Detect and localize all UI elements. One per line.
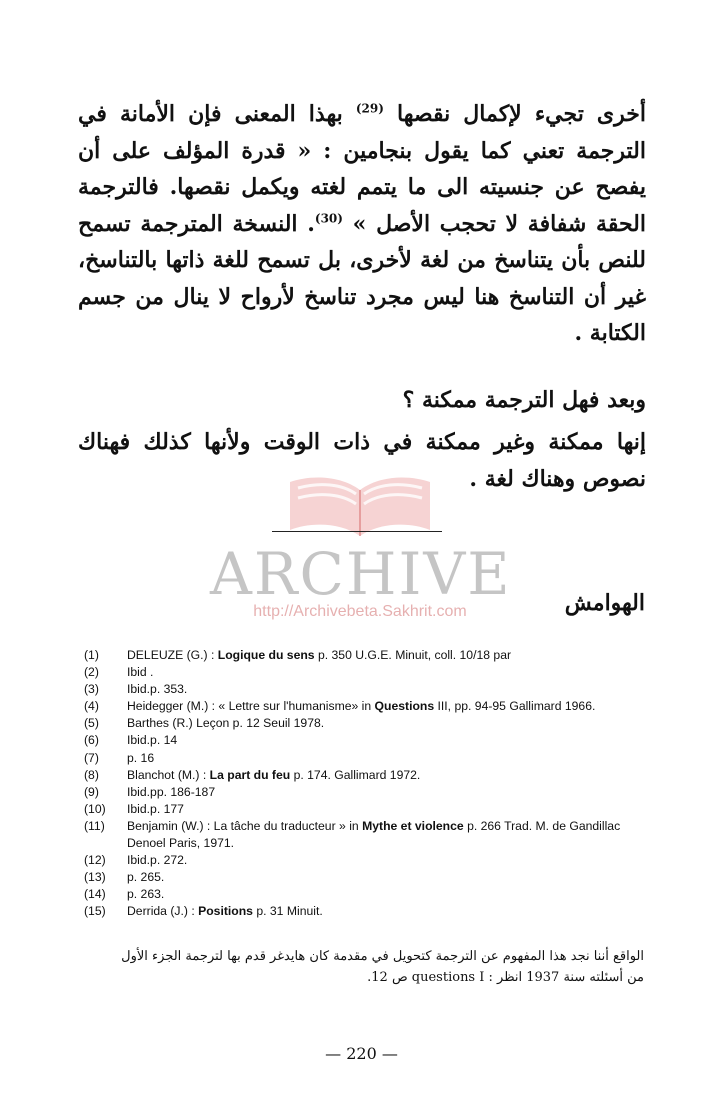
footnote-item xyxy=(84,818,644,852)
footnote-number: (4) xyxy=(84,699,99,714)
footnote-title: Mythe et violence xyxy=(362,818,464,833)
footnote-text-plain: Ibid . xyxy=(127,665,154,680)
footnote-number: (6) xyxy=(84,733,99,748)
footnote-number: (12) xyxy=(84,853,106,868)
answer-paragraph: إنها ممكنة وغير ممكنة في ذات الوقت ولأنها كذلك فهناك نصوص وهناك لغة . xyxy=(78,429,646,492)
paragraph-text-c: . النسخة المترجمة تسمح للنص بأن يتناسخ من لغة لأخرى، بل تسمح للغة ذاتها بالتناسخ، غير أن التناسخ هنا ليس مجرد تناسخ لأرواح لا ينال من جسم الكتابة . xyxy=(78,210,646,346)
footnote-item xyxy=(84,647,644,664)
footnote-number: (14) xyxy=(84,887,106,902)
footnote-title: La part du feu xyxy=(209,767,291,782)
footnote-text xyxy=(127,886,644,903)
footnote-text xyxy=(127,903,644,920)
footnote-number: (9) xyxy=(84,784,99,799)
footnote-item xyxy=(84,886,644,903)
footnote-text xyxy=(127,715,644,732)
footnote-text xyxy=(127,732,644,749)
footnote-item xyxy=(84,903,644,920)
footnotes-list xyxy=(84,647,644,921)
footnote-number: (15) xyxy=(84,904,106,919)
footnote-text-plain: Barthes (R.) Leçon p. 12 Seuil 1978. xyxy=(127,716,325,731)
footnote-number: (8) xyxy=(84,767,99,782)
footnote-text-plain: Ibid.pp. 186-187 xyxy=(127,784,216,799)
footnote-number: (11) xyxy=(84,818,105,833)
footnote-text xyxy=(127,818,644,852)
footnote-number: (2) xyxy=(84,665,99,680)
footnote-item xyxy=(84,732,644,749)
footnote-item xyxy=(84,869,644,886)
question-line: وبعد فهل الترجمة ممكنة ؟ xyxy=(402,386,646,413)
page-number: — 220 — xyxy=(325,1044,398,1063)
footnote-number: (1) xyxy=(84,648,99,662)
paragraph-translation-fidelity xyxy=(78,96,646,352)
arabic-footnote-line-1: الواقع أننا نجد هذا المفهوم عن الترجمة كتحويل في مقدمة كان هايدغر قدم بها لترجمة الجزء الأول xyxy=(121,949,644,964)
footnote-number: (10) xyxy=(84,801,106,816)
footnotes-heading: الهوامش xyxy=(564,590,645,616)
arabic-footnote-line-2: من أسئلته سنة 1937 انظر : questions I ص 12. xyxy=(367,970,644,985)
footnote-text-plain: Ibid.p. 177 xyxy=(127,801,184,816)
footnote-title: Positions xyxy=(198,904,253,919)
footnote-item xyxy=(84,801,644,818)
arabic-footnote xyxy=(84,946,644,988)
footnote-separator xyxy=(272,531,442,532)
footnote-item xyxy=(84,715,644,732)
footnote-ref-30: (30) xyxy=(314,211,343,226)
footnote-text xyxy=(127,784,644,801)
watermark-title: ARCHIVE xyxy=(210,540,512,608)
footnote-text xyxy=(127,698,644,715)
footnote-text-plain: Heidegger (M.) : « Lettre sur l'humanisme» in xyxy=(127,699,375,714)
footnote-text xyxy=(127,869,644,886)
footnote-text-rest: p. 31 Minuit. xyxy=(252,904,323,919)
footnote-number: (7) xyxy=(84,750,99,765)
paragraph-text-a: أخرى تجيء لإكمال نقصها xyxy=(397,101,646,127)
footnote-title: Logique du sens xyxy=(217,648,315,662)
footnote-text-plain: Ibid.p. 14 xyxy=(127,733,178,748)
footnote-text-rest: III, pp. 94-95 Gallimard 1966. xyxy=(434,699,596,714)
footnote-item xyxy=(84,664,644,681)
footnote-text xyxy=(127,647,644,664)
footnote-text-plain: p. 16 xyxy=(127,750,155,765)
footnote-item xyxy=(84,681,644,698)
footnote-item xyxy=(84,852,644,869)
footnote-item xyxy=(84,784,644,801)
footnote-text-plain: DELEUZE (G.) : xyxy=(127,648,218,662)
footnote-text xyxy=(127,852,644,869)
footnote-text-rest: p. 174. Gallimard 1972. xyxy=(290,767,421,782)
footnote-text xyxy=(127,664,644,681)
footnote-number: (3) xyxy=(84,682,99,697)
footnote-text xyxy=(127,801,644,818)
footnote-text-plain: Ibid.p. 272. xyxy=(127,853,188,868)
footnote-text xyxy=(127,750,644,767)
footnote-text-rest: p. 350 U.G.E. Minuit, coll. 10/18 par xyxy=(314,648,512,662)
footnote-ref-29: (29) xyxy=(355,101,384,116)
footnote-number: (13) xyxy=(84,870,106,885)
footnote-text-plain: Derrida (J.) : xyxy=(127,904,199,919)
footnote-text-plain: p. 263. xyxy=(127,887,165,902)
footnote-text xyxy=(127,681,644,698)
footnote-text-plain: Ibid.p. 353. xyxy=(127,682,188,697)
footnote-item xyxy=(84,767,644,784)
footnote-text xyxy=(127,767,644,784)
watermark-url: http://Archivebeta.Sakhrit.com xyxy=(253,603,467,620)
footnote-title: Questions xyxy=(374,699,435,714)
footnote-number: (5) xyxy=(84,716,99,731)
footnote-text-plain: Benjamin (W.) : La tâche du traducteur » in xyxy=(127,818,363,833)
footnote-text-rest: p. 266 Trad. M. de Gandillac Denoel Paris, 1971. xyxy=(127,818,621,851)
paragraph-text-b: بهذا المعنى فإن الأمانة في الترجمة تعني كما يقول بنجامين : « قدرة المؤلف على أن يفصح عن جنسيته الى ما يتمم لغته ويكمل نقصها. فالترجمة الحقة شفافة لا تحجب الأصل » xyxy=(78,101,646,237)
footnote-text-plain: p. 265. xyxy=(127,870,165,885)
footnote-item xyxy=(84,750,644,767)
arabic-body-text xyxy=(78,96,646,497)
footnote-text-plain: Blanchot (M.) : xyxy=(127,767,210,782)
footnote-item xyxy=(84,698,644,715)
